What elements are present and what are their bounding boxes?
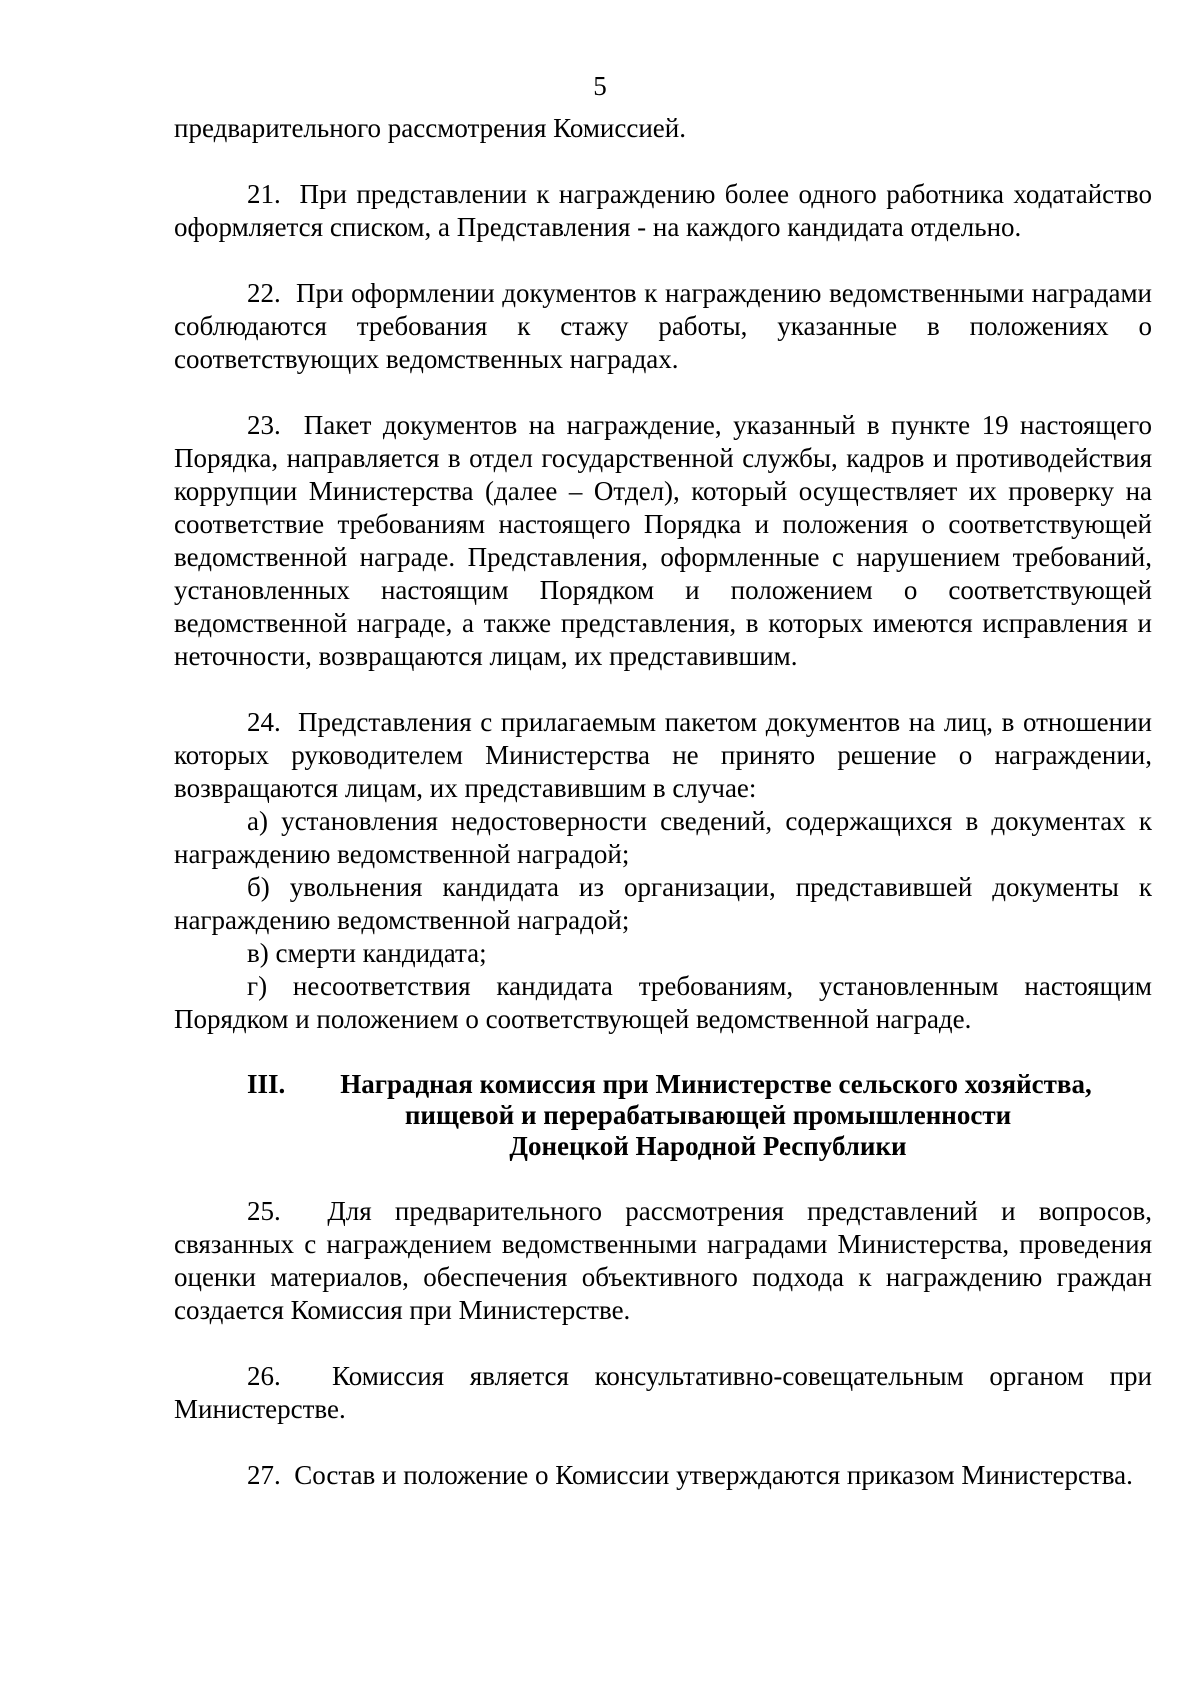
paragraph-21: 21. При представлении к награждению более одного работника ходатайство оформляется списком, а Представления - на каждого кандидата отдельно. [174, 179, 1152, 242]
paragraph-20-continuation: предварительного рассмотрения Комиссией. [174, 113, 686, 143]
section-3-heading [174, 1069, 1152, 1162]
section-3-title-line-3: Донецкой Народной Республики [509, 1131, 907, 1161]
paragraph-24-item-c: в) смерти кандидата; [247, 938, 487, 968]
section-3-title-line-1: Наградная комиссия при Министерстве сельского хозяйства, [340, 1069, 1092, 1099]
paragraph-26: 26. Комиссия является консультативно-совещательным органом при Министерстве. [174, 1361, 1152, 1424]
page-number: 5 [593, 71, 607, 101]
paragraph-24: 24. Представления с прилагаемым пакетом документов на лиц, в отношении которых руководителем Министерства не принято решение о награждении, возвращаются лицам, их представившим в случае: [174, 707, 1152, 803]
paragraph-24-item-d: г) несоответствия кандидата требованиям, установленным настоящим Порядком и положением о соответствующей ведомственной награде. [174, 971, 1152, 1034]
paragraph-25: 25. Для предварительного рассмотрения представлений и вопросов, связанных с награждением ведомственными наградами Министерства, проведения оценки материалов, обеспечения объективного подхода к награждению граждан создается Комиссия при Министерстве. [174, 1196, 1152, 1325]
section-3-title-line-2: пищевой и перерабатывающей промышленности [404, 1100, 1012, 1130]
paragraph-27: 27. Состав и положение о Комиссии утверждаются приказом Министерства. [247, 1460, 1133, 1490]
paragraph-24-item-b: б) увольнения кандидата из организации, представившей документы к награждению ведомственной наградой; [174, 872, 1152, 935]
paragraph-22: 22. При оформлении документов к награждению ведомственными наградами соблюдаются требования к стажу работы, указанные в положениях о соответствующих ведомственных наградах. [174, 278, 1152, 374]
section-3-number: III. [247, 1069, 286, 1099]
document-body [174, 112, 1152, 1492]
paragraph-23: 23. Пакет документов на награждение, указанный в пункте 19 настоящего Порядка, направляется в отдел государственной службы, кадров и противодействия коррупции Министерства (далее – Отдел), который осуществляет их проверку на соответствие требованиям настоящего Порядка и положения о соответствующей ведомственной награде. Представления, оформленные с нарушением требований, установленных настоящим Порядком и положением о соответствующей ведомственной награде, а также представления, в которых имеются исправления и неточности, возвращаются лицам, их представившим. [174, 410, 1152, 671]
paragraph-24-item-a: а) установления недостоверности сведений, содержащихся в документах к награждению ведомственной наградой; [174, 806, 1152, 869]
